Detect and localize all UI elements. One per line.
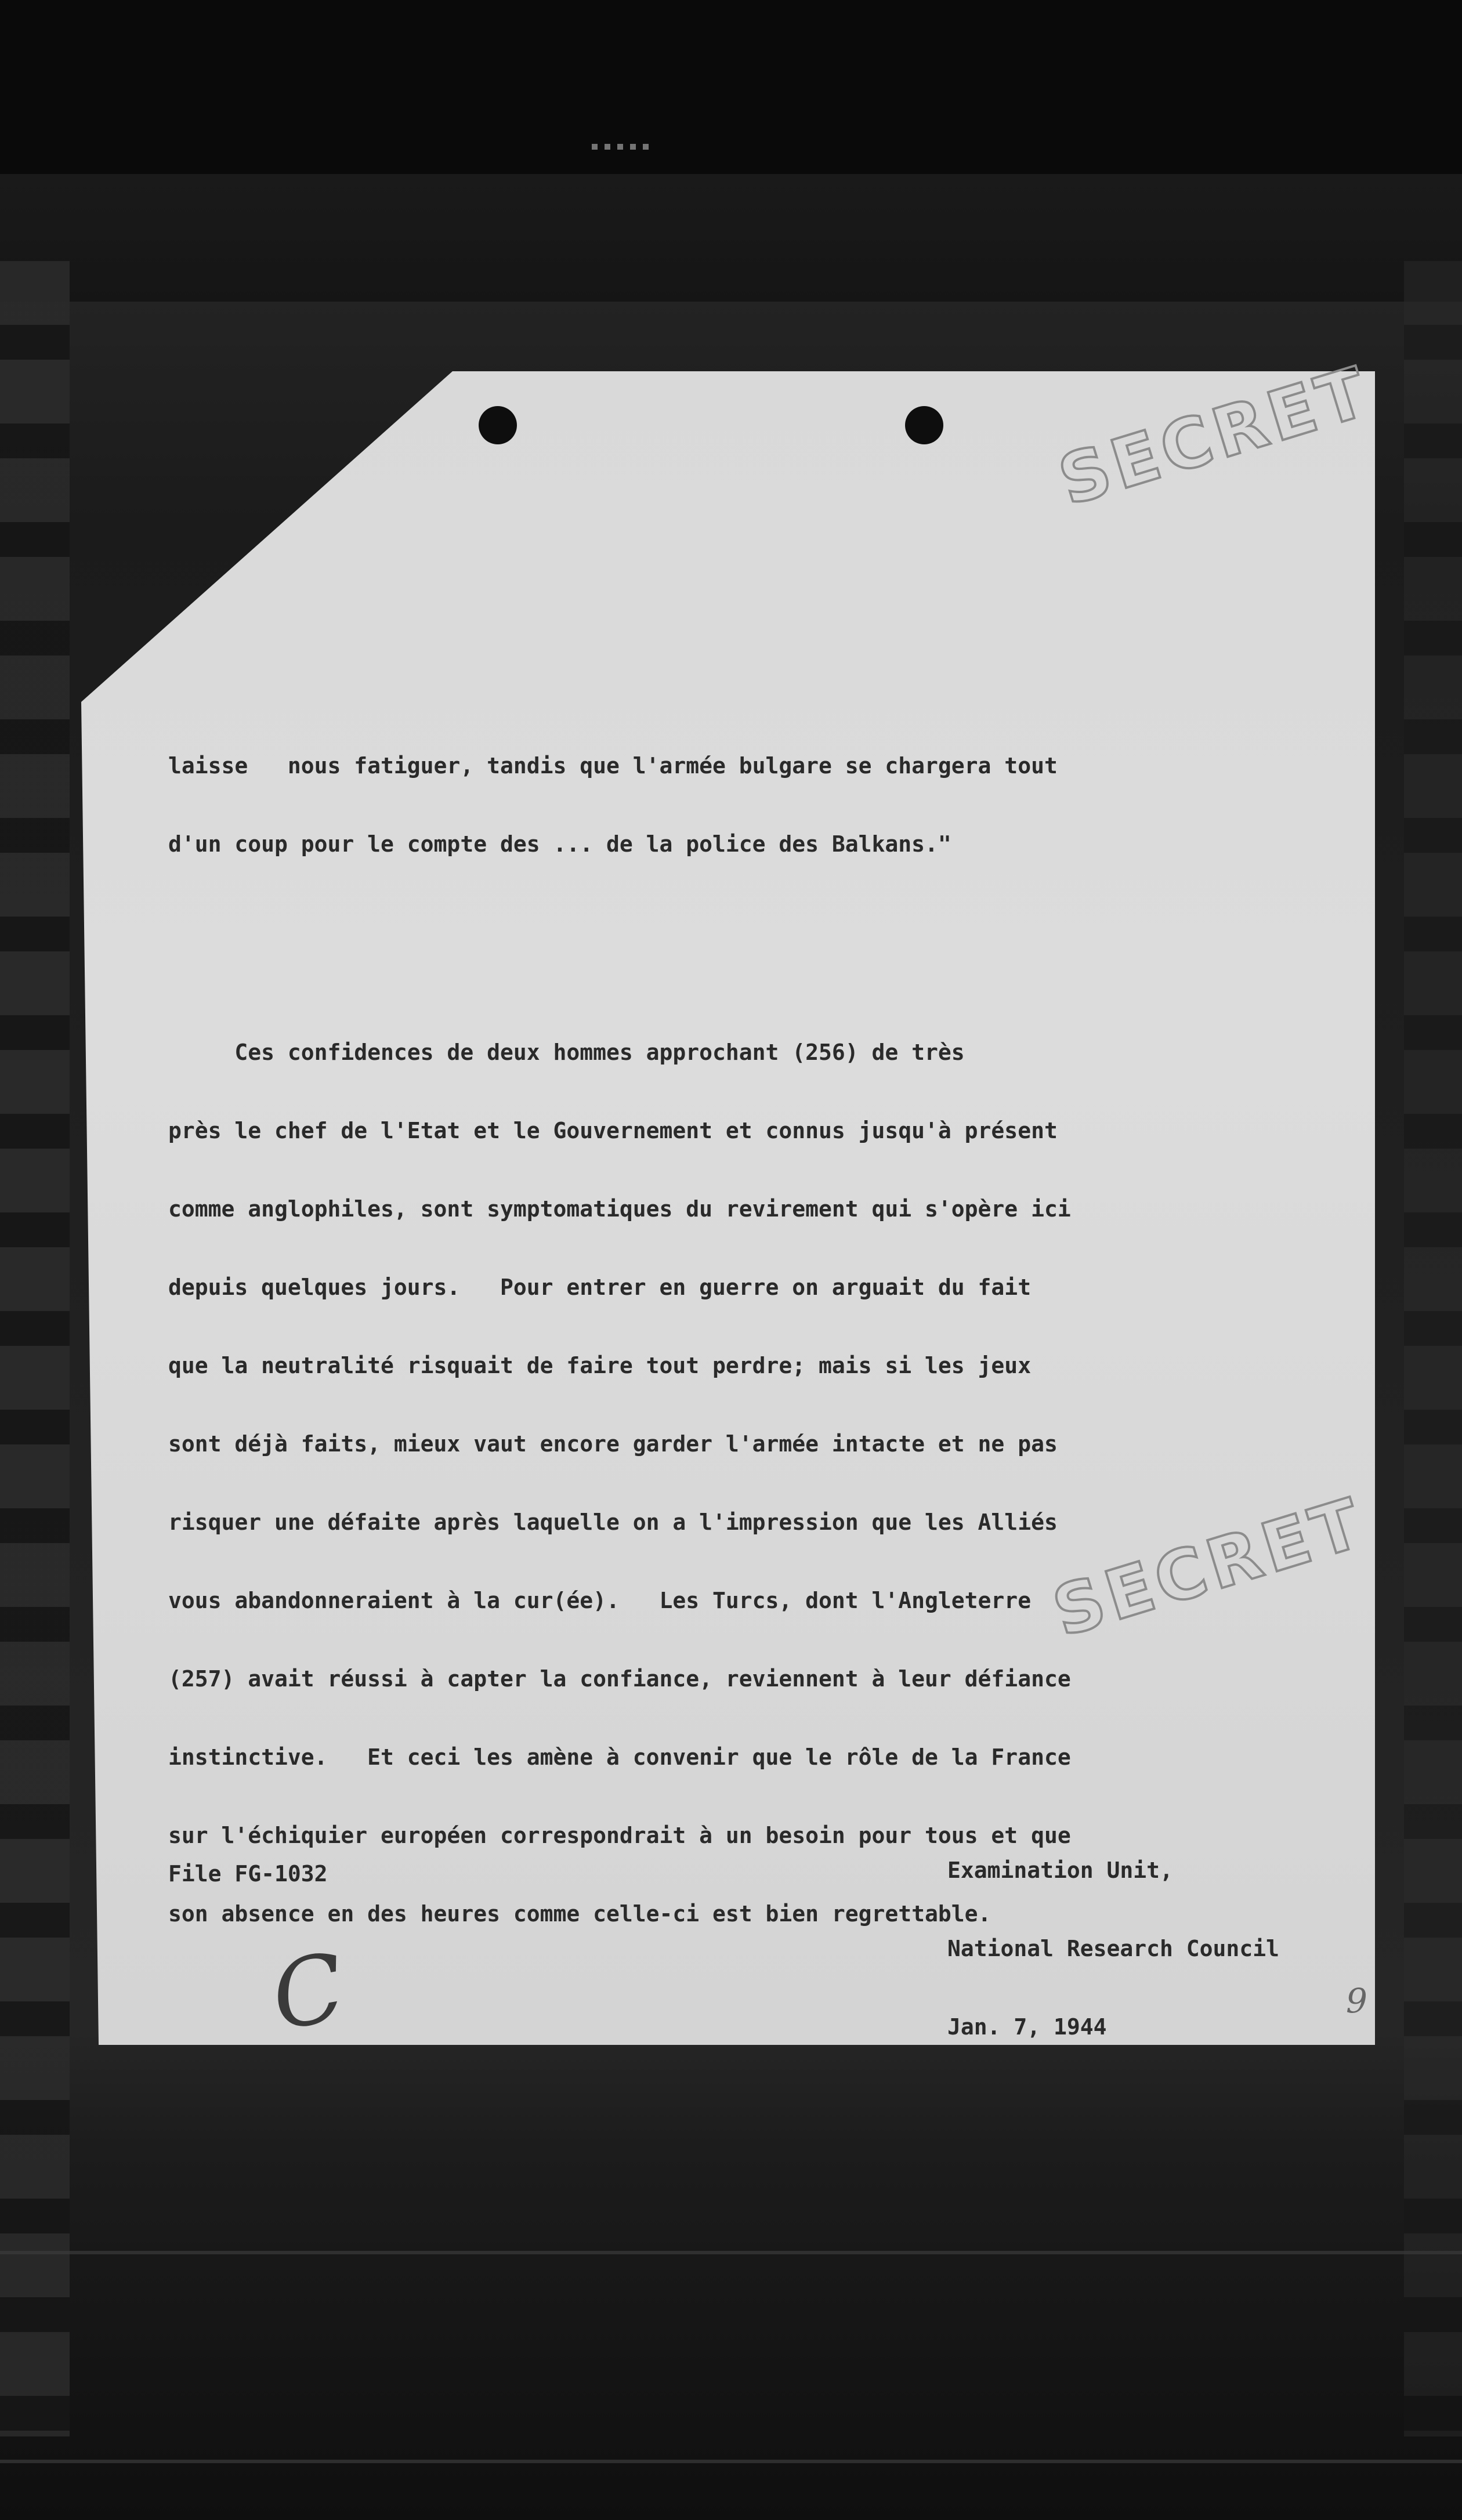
text-line: risquer une défaite après laquelle on a l'impression que les Alliés bbox=[168, 1509, 1058, 1535]
page-number-mark: 9 bbox=[1346, 1981, 1367, 2021]
text-line: près le chef de l'Etat et le Gouvernement et connus jusqu'à présent bbox=[168, 1118, 1058, 1143]
handwritten-initial: C bbox=[263, 1932, 353, 2052]
text-line: vous abandonneraient à la cur(ée). Les Turcs, dont l'Angleterre bbox=[168, 1588, 1032, 1613]
text-line: sur l'échiquier européen correspondrait à un besoin pour tous et que bbox=[168, 1823, 1071, 1848]
text-line: Ces confidences de deux hommes approchant (256) de très bbox=[168, 1040, 965, 1065]
film-edge-right bbox=[1404, 261, 1462, 2436]
signature-line-unit: Examination Unit, bbox=[947, 1858, 1173, 1883]
signature-line-council: National Research Council bbox=[947, 1936, 1279, 1961]
punch-hole bbox=[479, 406, 517, 444]
scan-line bbox=[0, 2251, 1462, 2254]
text-line: comme anglophiles, sont symptomatiques du revirement qui s'opère ici bbox=[168, 1196, 1071, 1222]
text-line: que la neutralité risquait de faire tout perdre; mais si les jeux bbox=[168, 1353, 1032, 1378]
text-line: laisse nous fatiguer, tandis que l'armée bulgare se chargera tout bbox=[168, 753, 1058, 779]
text-line: d'un coup pour le compte des ... de la police des Balkans." bbox=[168, 831, 951, 857]
text-line: instinctive. Et ceci les amène à convenir que le rôle de la France bbox=[168, 1744, 1071, 1770]
signature-line-date: Jan. 7, 1944 bbox=[947, 2014, 1107, 2040]
document-body bbox=[168, 649, 1305, 2005]
text-line: son absence en des heures comme celle-ci est bien regrettable. bbox=[168, 1901, 991, 1927]
text-line: sont déjà faits, mieux vaut encore garder l'armée intacte et ne pas bbox=[168, 1431, 1058, 1457]
signature-block bbox=[947, 1805, 1279, 2066]
secret-stamp-top: SECRET bbox=[1050, 350, 1380, 521]
paragraph-1 bbox=[168, 701, 1305, 910]
punch-hole bbox=[905, 406, 943, 444]
file-reference: File FG-1032 bbox=[168, 1861, 328, 1887]
scan-line bbox=[0, 2460, 1462, 2463]
film-top-mark bbox=[592, 144, 656, 150]
film-edge-left bbox=[0, 261, 70, 2436]
text-line: depuis quelques jours. Pour entrer en guerre on arguait du fait bbox=[168, 1275, 1032, 1300]
secret-stamp-bottom: SECRET bbox=[1044, 1482, 1374, 1652]
text-line: (257) avait réussi à capter la confiance, reviennent à leur défiance bbox=[168, 1666, 1071, 1692]
